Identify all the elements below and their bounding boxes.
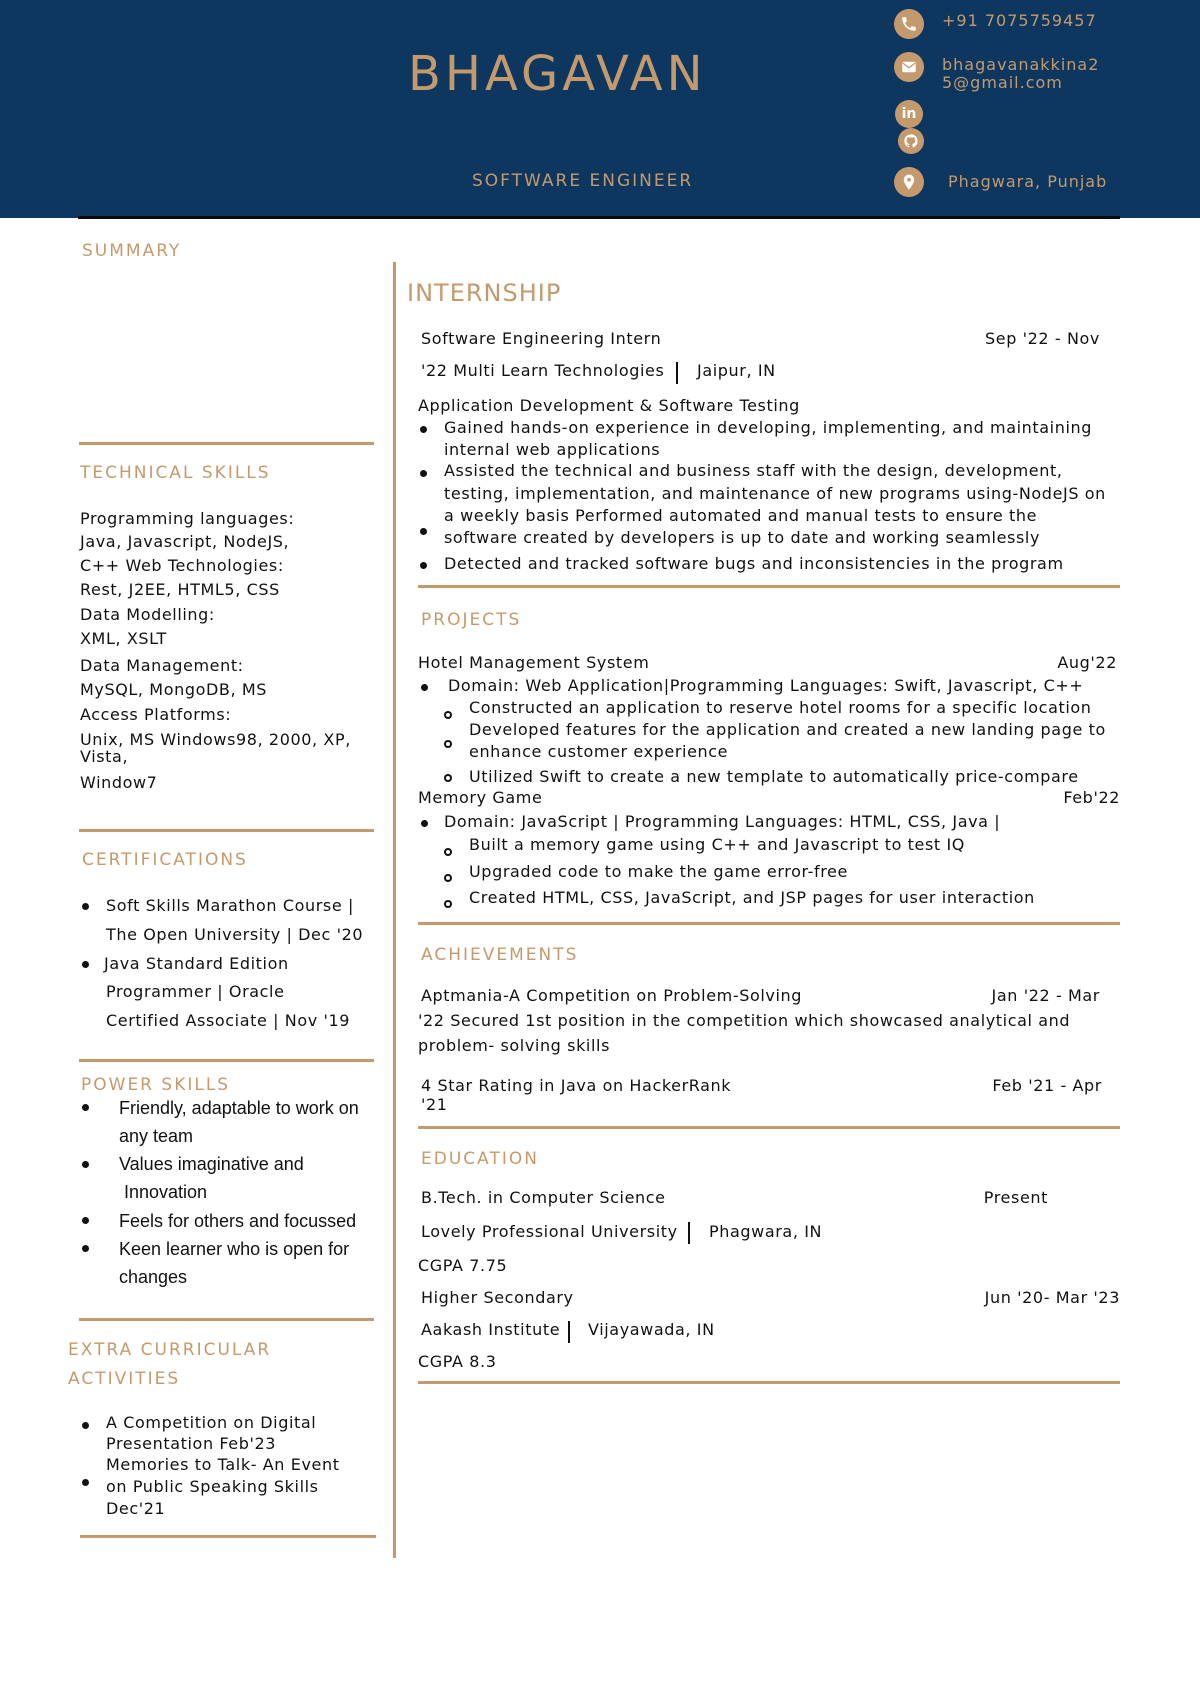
separator: [676, 362, 678, 384]
internship-area: Application Development & Software Testing: [418, 396, 800, 415]
location-row: [894, 167, 1107, 197]
project-date: Feb'22: [1063, 788, 1120, 807]
project-line: Created HTML, CSS, JavaScript, and JSP pages for user interaction: [469, 888, 1035, 907]
email-icon: [894, 52, 924, 82]
projects-heading: PROJECTS: [421, 610, 522, 630]
location-text: Phagwara, Punjab: [948, 172, 1108, 191]
email-line-1: bhagavanakkina2: [942, 55, 1100, 74]
projects-divider: [418, 922, 1120, 925]
internship-role: Software Engineering Intern: [421, 329, 662, 348]
power-skill-line: Keen learner who is open for: [119, 1239, 350, 1259]
achievement-name: Aptmania-A Competition on Problem-Solving: [421, 986, 803, 1005]
education-location: Vijayawada, IN: [588, 1320, 715, 1339]
education-date: Present: [983, 1188, 1048, 1207]
achievement-date: Jan '22 - Mar: [991, 986, 1100, 1005]
certifications-heading: CERTIFICATIONS: [82, 850, 248, 870]
candidate-name: BHAGAVAN: [408, 46, 707, 102]
technical-skills-divider: [79, 829, 374, 832]
tech-line: Vista,: [80, 747, 129, 766]
github-row: [898, 128, 924, 154]
education-cgpa: CGPA 7.75: [418, 1256, 508, 1275]
email-line-2: 5@gmail.com: [942, 73, 1063, 92]
extra-line: on Public Speaking Skills: [106, 1477, 319, 1496]
bullet-icon: [421, 684, 428, 691]
education-cgpa: CGPA 8.3: [418, 1352, 497, 1371]
phone-icon: [894, 9, 924, 39]
education-school: Lovely Professional University: [421, 1222, 678, 1241]
internship-line: Gained hands-on experience in developing, implementing, and maintaining: [444, 418, 1092, 437]
cert-line: Java Standard Edition: [104, 954, 289, 973]
internship-divider: [418, 585, 1120, 588]
project-line: enhance customer experience: [469, 742, 729, 761]
power-skill-line: changes: [119, 1267, 188, 1287]
education-degree: Higher Secondary: [421, 1288, 574, 1307]
project-line: Upgraded code to make the game error-free: [469, 862, 848, 881]
education-divider: [418, 1381, 1120, 1384]
bullet-icon: [420, 470, 427, 477]
internship-line: software created by developers is up to date and working seamlessly: [444, 528, 1041, 547]
extra-line: Dec'21: [106, 1499, 166, 1518]
power-skill-line: Innovation: [124, 1182, 208, 1202]
bullet-icon: [420, 426, 427, 433]
education-date: Jun '20- Mar '23: [984, 1288, 1120, 1307]
github-icon[interactable]: [898, 128, 924, 154]
achievement-date: Feb '21 - Apr: [992, 1076, 1102, 1095]
bullet-icon: [82, 903, 89, 910]
project-date: Aug'22: [1057, 653, 1117, 672]
cert-line: Soft Skills Marathon Course |: [106, 896, 354, 915]
achievements-divider: [418, 1126, 1120, 1129]
tech-line: MySQL, MongoDB, MS: [80, 680, 268, 699]
extra-curricular-heading: EXTRA CURRICULAR: [68, 1340, 272, 1360]
sub-bullet-icon: [444, 711, 452, 719]
sub-bullet-icon: [444, 740, 452, 748]
internship-line: Assisted the technical and business staff with the design, development,: [444, 461, 1063, 480]
internship-line: testing, implementation, and maintenance of new programs using-NodeJS on: [444, 484, 1106, 503]
power-skills-heading: POWER SKILLS: [81, 1075, 231, 1095]
bullet-icon: [421, 820, 428, 827]
extra-line: Presentation Feb'23: [106, 1434, 277, 1453]
power-skill-line: any team: [119, 1126, 194, 1146]
sub-bullet-icon: [444, 848, 452, 856]
project-line: Constructed an application to reserve hotel rooms for a specific location: [469, 698, 1092, 717]
internship-line: Detected and tracked software bugs and inconsistencies in the program: [444, 554, 1064, 573]
sub-bullet-icon: [444, 774, 452, 782]
tech-line: XML, XSLT: [80, 629, 167, 648]
internship-line: internal web applications: [444, 440, 661, 459]
resume-header: [0, 0, 1200, 218]
summary-divider: [79, 442, 374, 445]
tech-line: Data Management:: [80, 656, 244, 675]
internship-date: Sep '22 - Nov: [985, 329, 1100, 348]
linkedin-icon[interactable]: in: [895, 100, 923, 128]
achievement-name: 4 Star Rating in Java on HackerRank: [421, 1076, 732, 1095]
achievement-line: problem- solving skills: [418, 1036, 611, 1055]
certifications-divider: [79, 1059, 374, 1062]
column-divider: [393, 262, 396, 1558]
tech-line: Unix, MS Windows98, 2000, XP,: [80, 730, 351, 749]
tech-line: C++ Web Technologies:: [80, 556, 284, 575]
activities-heading: ACTIVITIES: [68, 1369, 181, 1389]
tech-line: Data Modelling:: [80, 605, 215, 624]
internship-location: Jaipur, IN: [697, 361, 776, 380]
cert-line: The Open University | Dec '20: [106, 925, 364, 944]
bullet-icon: [82, 1245, 89, 1252]
project-domain: Domain: Web Application|Programming Languages: Swift, Javascript, C++: [448, 676, 1084, 695]
bullet-icon: [82, 1104, 89, 1111]
education-heading: EDUCATION: [421, 1149, 539, 1169]
tech-line: Java, Javascript, NodeJS,: [80, 532, 290, 551]
internship-line: a weekly basis Performed automated and manual tests to ensure the: [444, 506, 1038, 525]
achievement-line: '22 Secured 1st position in the competition which showcased analytical and: [418, 1011, 1071, 1030]
technical-skills-heading: TECHNICAL SKILLS: [80, 463, 271, 483]
summary-heading: SUMMARY: [82, 241, 182, 261]
bullet-icon: [420, 562, 427, 569]
linkedin-row: [895, 100, 923, 128]
bullet-icon: [82, 1161, 89, 1168]
power-skill-line: Values imaginative and: [119, 1154, 304, 1174]
education-location: Phagwara, IN: [709, 1222, 823, 1241]
extra-line: A Competition on Digital: [106, 1413, 317, 1432]
project-line: Built a memory game using C++ and Javascript to test IQ: [469, 835, 965, 854]
internship-heading: INTERNSHIP: [407, 279, 562, 307]
bullet-icon: [82, 961, 89, 968]
education-school: Aakash Institute: [421, 1320, 561, 1339]
email-address[interactable]: [942, 56, 1099, 92]
project-name: Memory Game: [418, 788, 543, 807]
bullet-icon: [82, 1422, 89, 1429]
bullet-icon: [82, 1217, 89, 1224]
separator: [568, 1321, 570, 1343]
achievement-line: '21: [421, 1095, 448, 1114]
phone-row: [894, 9, 1097, 39]
project-domain: Domain: JavaScript | Programming Languages: HTML, CSS, Java |: [444, 812, 1001, 831]
email-row: [894, 52, 1099, 92]
cert-line: Certified Associate | Nov '19: [106, 1011, 351, 1030]
sub-bullet-icon: [444, 900, 452, 908]
separator: [688, 1222, 690, 1244]
candidate-role: SOFTWARE ENGINEER: [472, 171, 694, 191]
education-degree: B.Tech. in Computer Science: [421, 1188, 666, 1207]
location-pin-icon: [894, 167, 924, 197]
cert-line: Programmer | Oracle: [106, 982, 285, 1001]
bullet-icon: [420, 528, 427, 535]
tech-line: Window7: [80, 773, 158, 792]
header-divider: [78, 216, 1120, 219]
bullet-icon: [82, 1479, 89, 1486]
extra-curricular-divider: [80, 1535, 376, 1538]
phone-number[interactable]: +91 7075759457: [942, 11, 1097, 30]
tech-line: Access Platforms:: [80, 705, 232, 724]
power-skill-line: Feels for others and focussed: [119, 1211, 357, 1231]
power-skill-line: Friendly, adaptable to work on: [119, 1098, 359, 1118]
project-line: Developed features for the application and created a new landing page to: [469, 720, 1106, 739]
power-skills-divider: [79, 1318, 374, 1321]
tech-line: Rest, J2EE, HTML5, CSS: [80, 580, 280, 599]
extra-line: Memories to Talk- An Event: [106, 1455, 340, 1474]
tech-line: Programming languages:: [80, 509, 295, 528]
project-name: Hotel Management System: [418, 653, 650, 672]
achievements-heading: ACHIEVEMENTS: [421, 945, 579, 965]
sub-bullet-icon: [444, 874, 452, 882]
internship-company: '22 Multi Learn Technologies: [421, 361, 665, 380]
project-line: Utilized Swift to create a new template to automatically price-compare: [469, 767, 1079, 786]
